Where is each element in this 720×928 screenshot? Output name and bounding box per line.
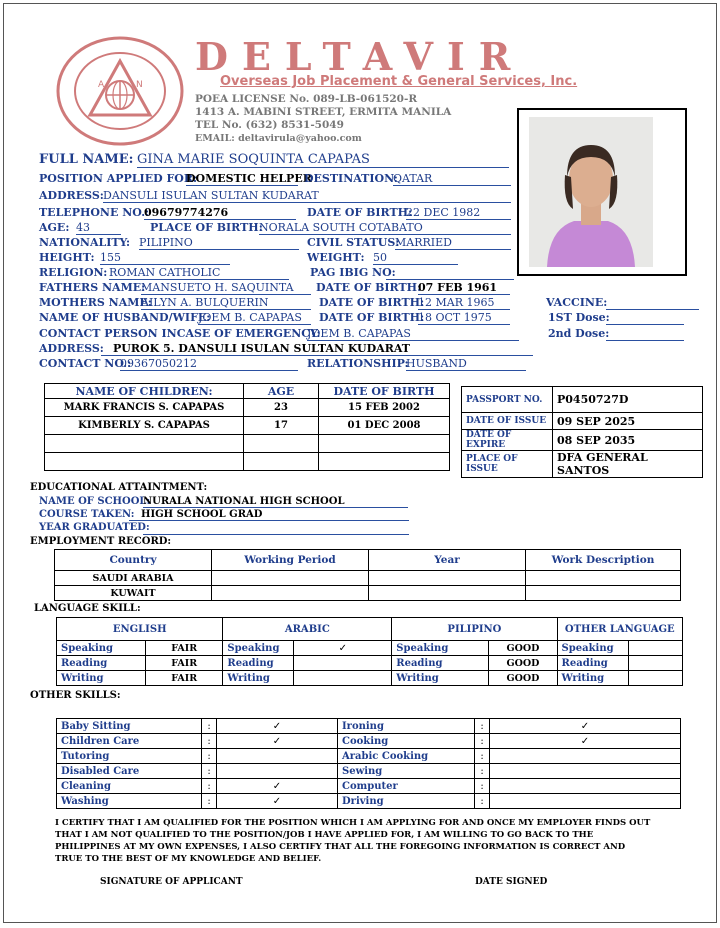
language-group-arabic: ARABIC <box>223 618 392 641</box>
language-title: LANGUAGE SKILL: <box>34 603 141 614</box>
skill-level: GOOD <box>489 641 557 656</box>
skill-level <box>628 671 682 686</box>
skill-level: FAIR <box>146 641 223 656</box>
civil-status-label: CIVIL STATUS: <box>307 236 400 249</box>
passport-row <box>462 430 703 451</box>
skill-name: Driving <box>338 794 475 809</box>
table-row <box>57 764 681 779</box>
skill-colon: : <box>202 779 217 794</box>
skill-label: Speaking <box>557 641 628 656</box>
skill-colon: : <box>475 719 490 734</box>
skill-label: Reading <box>57 656 146 671</box>
skill-name: Ironing <box>338 719 475 734</box>
table-row <box>57 671 683 686</box>
child-name: MARK FRANCIS S. CAPAPAS <box>45 399 244 417</box>
table-row <box>45 435 450 453</box>
pagibig-value <box>386 266 514 280</box>
skill-level: FAIR <box>146 671 223 686</box>
skill-level <box>294 671 392 686</box>
contact-label: CONTACT NO.: <box>39 357 132 370</box>
skill-label: Writing <box>392 671 489 686</box>
child-age: 23 <box>244 399 319 417</box>
svg-text:A: A <box>98 80 105 90</box>
skill-label: Writing <box>57 671 146 686</box>
father-value: MANSUETO H. SAQUINTA <box>141 281 311 295</box>
skill-check <box>217 749 338 764</box>
weight-value: 50 <box>373 251 458 265</box>
language-table <box>56 617 683 686</box>
year-grad-value <box>143 522 409 535</box>
employment-period <box>212 586 369 601</box>
other-skills-title: OTHER SKILLS: <box>30 690 121 701</box>
nationality-label: NATIONALITY: <box>39 236 131 249</box>
table-row <box>57 734 681 749</box>
passport-issue-value: 09 SEP 2025 <box>553 413 703 430</box>
skill-colon: : <box>202 719 217 734</box>
certification-text: I CERTIFY THAT I AM QUALIFIED FOR THE POSITION WHICH I AM APPLYING FOR AND ONCE MY EMPLOYER FINDS OUT THAT I AM NOT QUALIFIED TO THE POSITION/JOB I HAVE APPLIED FOR, I AM WILLING TO GO BACK TO THE PHILIPPINES AT MY OWN EXPENSES, I ALSO CERTIFY THAT ALL THE FOREGOING INFORMATION IS CORRECT AND TRUE TO THE BEST OF MY KNOWLEDGE AND BELIEF. <box>55 818 651 864</box>
brand-subtitle: Overseas Job Placement & General Services, Inc. <box>220 74 578 89</box>
skill-colon: : <box>475 764 490 779</box>
spouse-dob-value: 18 OCT 1975 <box>418 311 510 325</box>
table-row <box>57 656 683 671</box>
signature-label: SIGNATURE OF APPLICANT <box>100 877 243 887</box>
skill-name: Sewing <box>338 764 475 779</box>
position-label: POSITION APPLIED FOR: <box>39 172 198 185</box>
check-icon: ✓ <box>490 719 681 734</box>
check-icon: ✓ <box>217 734 338 749</box>
passport-row <box>462 451 703 478</box>
age-value: 43 <box>76 221 121 235</box>
employment-table <box>54 549 681 601</box>
children-header-dob: DATE OF BIRTH <box>319 384 450 399</box>
skill-colon: : <box>475 749 490 764</box>
table-row <box>45 399 450 417</box>
table-row <box>57 719 681 734</box>
skill-label: Speaking <box>392 641 489 656</box>
skill-label: Speaking <box>57 641 146 656</box>
skill-level <box>628 656 682 671</box>
pagibig-label: PAG IBIG NO: <box>310 266 396 279</box>
child-dob <box>319 435 450 453</box>
telephone-label: TELEPHONE NO.: <box>39 206 150 219</box>
child-name <box>45 453 244 471</box>
child-dob: 15 FEB 2002 <box>319 399 450 417</box>
dob-label: DATE OF BIRTH: <box>307 206 413 219</box>
address-label: ADDRESS: <box>39 189 104 202</box>
employment-header-description: Work Description <box>526 550 681 571</box>
skill-colon: : <box>202 764 217 779</box>
language-group-english: ENGLISH <box>57 618 223 641</box>
skill-name: Tutoring <box>57 749 202 764</box>
dose2-line <box>606 330 684 341</box>
nationality-value: PILIPINO <box>139 236 299 250</box>
passport-row <box>462 413 703 430</box>
skill-level <box>628 641 682 656</box>
employment-header-country: Country <box>55 550 212 571</box>
dose1-line <box>606 314 684 325</box>
language-group-other: OTHER LANGUAGE <box>557 618 682 641</box>
height-value: 155 <box>100 251 230 265</box>
course-label: COURSE TAKEN: <box>39 509 135 520</box>
employment-country: KUWAIT <box>55 586 212 601</box>
age-label: AGE: <box>39 221 70 234</box>
skill-name: Cleaning <box>57 779 202 794</box>
poea-license: POEA LICENSE No. 089-LB-061520-R <box>195 93 418 105</box>
emergency-value: JOEM B. CAPAPAS <box>307 327 519 341</box>
passport-expire-label: DATE OF EXPIRE <box>462 430 553 451</box>
employment-period <box>212 571 369 586</box>
employment-country: SAUDI ARABIA <box>55 571 212 586</box>
contact-value: 09367050212 <box>120 357 298 371</box>
skill-check <box>217 764 338 779</box>
skill-name: Computer <box>338 779 475 794</box>
employment-title: EMPLOYMENT RECORD: <box>30 536 172 547</box>
full-name-label: FULL NAME: <box>39 152 134 167</box>
children-header-age: AGE <box>244 384 319 399</box>
table-row <box>55 571 681 586</box>
course-value: HIGH SCHOOL GRAD <box>129 509 409 521</box>
weight-label: WEIGHT: <box>307 251 365 264</box>
employment-description <box>526 571 681 586</box>
position-value: DOMESTIC HELPER <box>186 172 312 185</box>
skill-colon: : <box>202 734 217 749</box>
skill-level: FAIR <box>146 656 223 671</box>
dose2-label: 2nd Dose: <box>548 327 610 340</box>
address-value: DANSULI ISULAN SULTAN KUDARAT <box>103 189 511 203</box>
skill-colon: : <box>475 734 490 749</box>
skill-label: Writing <box>557 671 628 686</box>
skill-name: Washing <box>57 794 202 809</box>
passport-row <box>462 387 703 413</box>
child-age: 17 <box>244 417 319 435</box>
education-title: EDUCATIONAL ATTAINTMENT: <box>30 482 208 493</box>
passport-issue-label: DATE OF ISSUE <box>462 413 553 430</box>
mother-dob-label: DATE OF BIRTH: <box>319 296 425 309</box>
employment-year <box>369 586 526 601</box>
vaccine-line <box>606 299 699 310</box>
table-row <box>45 453 450 471</box>
children-header-name: NAME OF CHILDREN: <box>45 384 244 399</box>
child-dob: 01 DEC 2008 <box>319 417 450 435</box>
language-group-pilipino: PILIPINO <box>392 618 557 641</box>
skill-label: Reading <box>223 656 294 671</box>
father-label: FATHERS NAME: <box>39 281 146 294</box>
employment-header-period: Working Period <box>212 550 369 571</box>
skill-name: Arabic Cooking <box>338 749 475 764</box>
language-header-row <box>57 618 683 641</box>
skill-check <box>490 779 681 794</box>
skill-level: GOOD <box>489 656 557 671</box>
children-table <box>44 383 450 471</box>
table-row <box>57 779 681 794</box>
skill-name: Cooking <box>338 734 475 749</box>
check-icon: ✓ <box>217 779 338 794</box>
child-name: KIMBERLY S. CAPAPAS <box>45 417 244 435</box>
check-icon: ✓ <box>217 794 338 809</box>
religion-value: ROMAN CATHOLIC <box>109 266 289 280</box>
skill-label: Reading <box>392 656 489 671</box>
telephone-value: 09679774276 <box>144 206 296 220</box>
passport-table <box>461 386 703 478</box>
destination-label: DESTINATION: <box>304 172 398 185</box>
pob-label: PLACE OF BIRTH: <box>150 221 263 234</box>
religion-label: RELIGION: <box>39 266 108 279</box>
skill-check <box>490 794 681 809</box>
skill-check <box>490 749 681 764</box>
check-icon: ✓ <box>294 641 392 656</box>
relationship-value: HUSBAND <box>406 357 526 371</box>
skill-label: Writing <box>223 671 294 686</box>
date-signed-label: DATE SIGNED <box>475 877 548 887</box>
spouse-value: JOEM B. CAPAPAS <box>198 311 311 325</box>
height-label: HEIGHT: <box>39 251 95 264</box>
child-age <box>244 435 319 453</box>
dob-value: 22 DEC 1982 <box>406 206 511 220</box>
address2-value: PUROK 5. DANSULI ISULAN SULTAN KUDARAT <box>101 342 533 356</box>
employment-header-row <box>55 550 681 571</box>
emergency-label: CONTACT PERSON INCASE OF EMERGENCY: <box>39 327 321 340</box>
skill-level: GOOD <box>489 671 557 686</box>
skill-check <box>490 764 681 779</box>
check-icon: ✓ <box>217 719 338 734</box>
skill-level <box>294 656 392 671</box>
full-name-value: GINA MARIE SOQUINTA CAPAPAS <box>137 152 509 168</box>
passport-place-value: DFA GENERAL SANTOS <box>553 451 703 478</box>
company-seal-logo <box>55 35 185 147</box>
skill-label: Reading <box>557 656 628 671</box>
child-dob <box>319 453 450 471</box>
child-age <box>244 453 319 471</box>
table-row <box>55 586 681 601</box>
civil-status-value: MARRIED <box>395 236 511 250</box>
pob-value: NORALA SOUTH COTABATO <box>259 221 511 235</box>
child-name <box>45 435 244 453</box>
address2-label: ADDRESS: <box>39 342 104 355</box>
passport-place-label: PLACE OF ISSUE <box>462 451 553 478</box>
table-row <box>57 794 681 809</box>
skill-name: Children Care <box>57 734 202 749</box>
company-street: 1413 A. MABINI STREET, ERMITA MANILA <box>195 106 452 118</box>
passport-no-label: PASSPORT NO. <box>462 387 553 413</box>
applicant-photo-frame <box>517 108 687 276</box>
table-row <box>57 749 681 764</box>
relationship-label: RELATIONSHIP: <box>307 357 409 370</box>
brand-title: DELTAVIR <box>195 34 525 79</box>
mother-label: MOTHERS NAME: <box>39 296 152 309</box>
skill-colon: : <box>475 779 490 794</box>
check-icon: ✓ <box>490 734 681 749</box>
other-skills-table <box>56 718 681 809</box>
table-row <box>57 641 683 656</box>
skill-colon: : <box>202 749 217 764</box>
svg-text:N: N <box>136 80 143 90</box>
skill-name: Disabled Care <box>57 764 202 779</box>
company-email: EMAIL: deltavirula@yahoo.com <box>195 133 362 144</box>
passport-expire-value: 08 SEP 2035 <box>553 430 703 451</box>
father-dob-value: 07 FEB 1961 <box>418 281 510 295</box>
school-label: NAME OF SCHOOL: <box>39 496 151 507</box>
table-row <box>45 417 450 435</box>
spouse-dob-label: DATE OF BIRTH: <box>319 311 425 324</box>
skill-colon: : <box>202 794 217 809</box>
passport-no-value: P0450727D <box>553 387 703 413</box>
employment-header-year: Year <box>369 550 526 571</box>
employment-description <box>526 586 681 601</box>
employment-year <box>369 571 526 586</box>
mother-value: AILYN A. BULQUERIN <box>141 296 311 310</box>
vaccine-label: VACCINE: <box>546 296 608 309</box>
dose1-label: 1ST Dose: <box>548 311 610 324</box>
mother-dob-value: 12 MAR 1965 <box>418 296 510 310</box>
year-grad-label: YEAR GRADUATED: <box>39 522 150 533</box>
applicant-photo <box>529 117 653 267</box>
spouse-label: NAME OF HUSBAND/WIFE: <box>39 311 211 324</box>
children-header-row <box>45 384 450 399</box>
father-dob-label: DATE OF BIRTH: <box>316 281 422 294</box>
school-value: NURALA NATIONAL HIGH SCHOOL <box>143 496 408 508</box>
company-tel: TEL No. (632) 8531-5049 <box>195 119 344 131</box>
skill-colon: : <box>475 794 490 809</box>
destination-value: QATAR <box>393 172 511 186</box>
skill-name: Baby Sitting <box>57 719 202 734</box>
skill-label: Speaking <box>223 641 294 656</box>
